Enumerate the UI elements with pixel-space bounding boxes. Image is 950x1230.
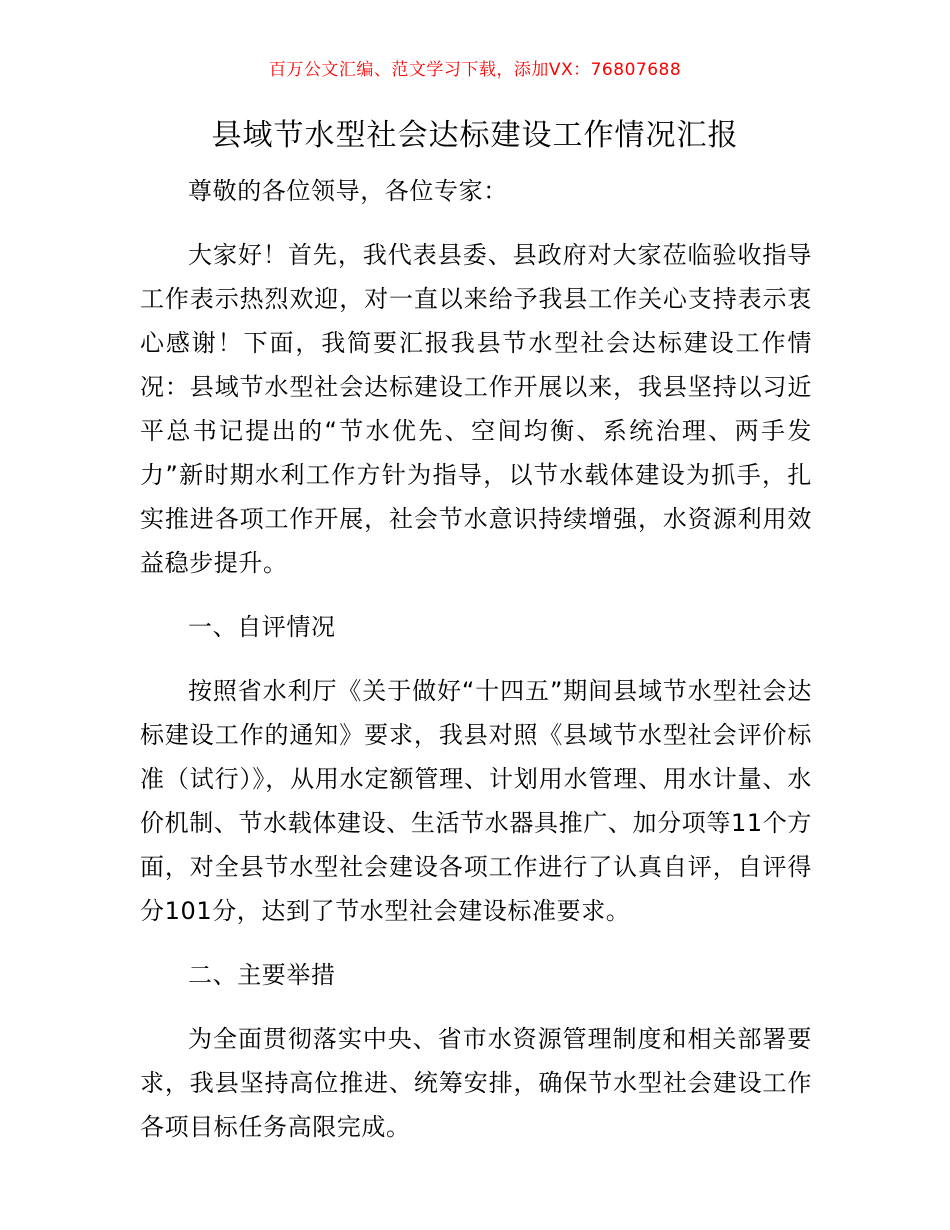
salutation: 尊敬的各位领导，各位专家：: [188, 177, 508, 205]
main-measures-paragraph: 为全面贯彻落实中央、省市水资源管理制度和相关部署要求，我县坚持高位推进、统筹安排，确保节水型社会建设工作各项目标任务高限完成。: [140, 1025, 812, 1141]
section-heading-self-evaluation: 一、自评情况: [188, 613, 336, 641]
header-watermark-note: 百万公文汇编、范文学习下载，添加VX：76807688: [268, 60, 682, 80]
section-heading-main-measures: 二、主要举措: [188, 961, 336, 989]
document-body: [140, 169, 812, 1169]
self-evaluation-paragraph: 按照省水利厅《关于做好“十四五”期间县域节水型社会达标建设工作的通知》要求，我县对照《县域节水型社会评价标准（试行）》，从用水定额管理、计划用水管理、用水计量、水价机制、节水载体建设、生活节水器具推广、加分项等11个方面，对全县节水型社会建设各项工作进行了认真自评，自评得分101分，达到了节水型社会建设标准要求。: [140, 677, 812, 925]
document-title: 县域节水型社会达标建设工作情况汇报: [211, 118, 739, 153]
intro-paragraph: 大家好！首先，我代表县委、县政府对大家莅临验收指导工作表示热烈欢迎，对一直以来给予我县工作关心支持表示衷心感谢！下面，我简要汇报我县节水型社会达标建设工作情况：县域节水型社会达标建设工作开展以来，我县坚持以习近平总书记提出的“节水优先、空间均衡、系统治理、两手发力”新时期水利工作方针为指导，以节水载体建设为抓手，扎实推进各项工作开展，社会节水意识持续增强，水资源利用效益稳步提升。: [140, 241, 812, 577]
